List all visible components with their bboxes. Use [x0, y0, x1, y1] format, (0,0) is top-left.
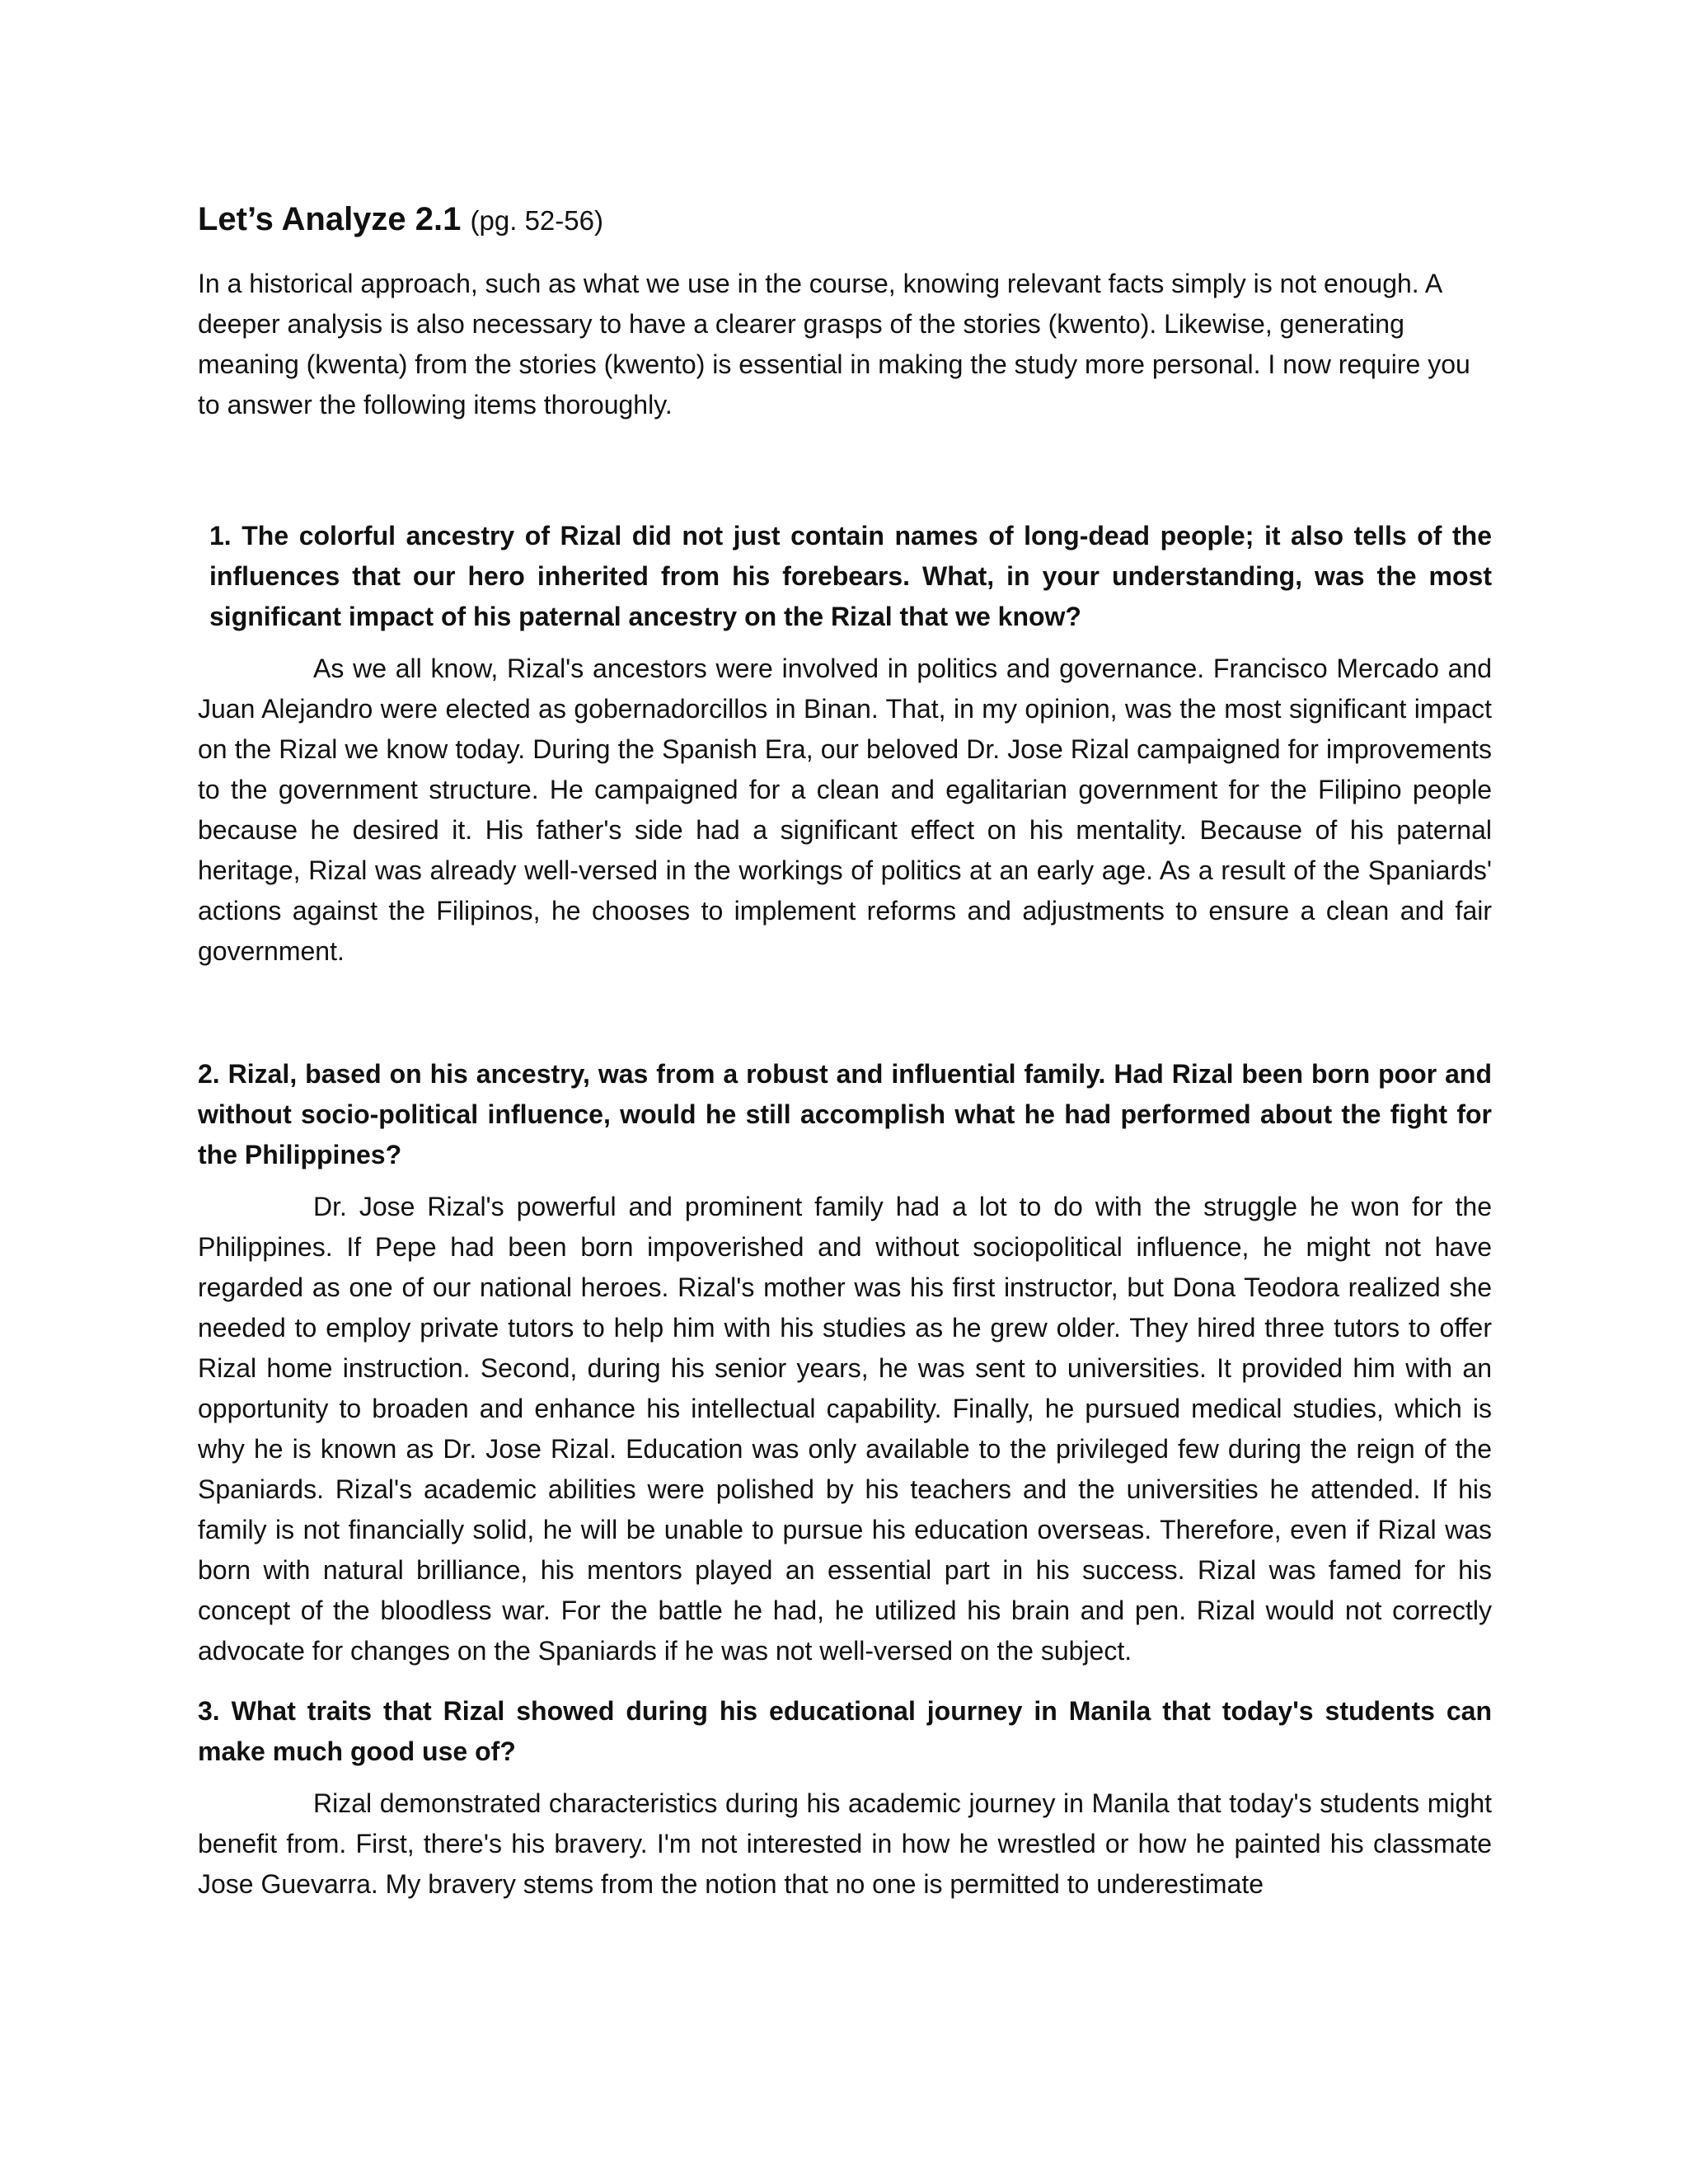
spacer	[198, 1671, 1492, 1691]
title-main: Let’s Analyze 2.1	[198, 201, 462, 237]
spacer	[198, 425, 1492, 516]
document-page	[198, 198, 1492, 1905]
question-2: 2. Rizal, based on his ancestry, was from a robust and influential family. Had Rizal been born poor and without socio-political influence, would he still accomplish what he had performed about the fight for the Philippines?	[198, 1059, 1492, 1169]
answer-3: Rizal demonstrated characteristics during his academic journey in Manila that today's students might benefit from. First, there's his bravery. I'm not interested in how he wrestled or how he painted his classmate Jose Guevarra. My bravery stems from the notion that no one is permitted to underestimate	[198, 1788, 1492, 1899]
page-title	[198, 198, 1492, 241]
spacer	[198, 972, 1492, 1054]
answer-2: Dr. Jose Rizal's powerful and prominent family had a lot to do with the struggle he won for the Philippines. If Pepe had been born impoverished and without sociopolitical influence, he might not have regarded as one of our national heroes. Rizal's mother was his first instructor, but Dona Teodora realized she needed to employ private tutors to help him with his studies as he grew older. They hired three tutors to offer Rizal home instruction. Second, during his senior years, he was sent to universities. It provided him with an opportunity to broaden and enhance his intellectual capability. Finally, he pursued medical studies, which is why he is known as Dr. Jose Rizal. Education was only available to the privileged few during the reign of the Spaniards. Rizal's academic abilities were polished by his teachers and the universities he attended. If his family is not financially solid, he will be unable to pursue his education overseas. Therefore, even if Rizal was born with natural brilliance, his mentors played an essential part in his success. Rizal was famed for his concept of the bloodless war. For the battle he had, he utilized his brain and pen. Rizal would not correctly advocate for changes on the Spaniards if he was not well-versed on the subject.	[198, 1192, 1492, 1666]
question-1: 1. The colorful ancestry of Rizal did not just contain names of long-dead people; it also tells of the influences that our hero inherited from his forebears. What, in your understanding, was the most significant impact of his paternal ancestry on the Rizal that we know?	[209, 521, 1492, 631]
intro-paragraph: In a historical approach, such as what we use in the course, knowing relevant facts simply is not enough. A deeper analysis is also necessary to have a clearer grasps of the stories (kwento). Likewise, generating meaning (kwenta) from the stories (kwento) is essential in making the study more personal. I now require you to answer the following items thoroughly.	[198, 269, 1470, 419]
answer-1: As we all know, Rizal's ancestors were involved in politics and governance. Francisco Mercado and Juan Alejandro were elected as gobernadorcillos in Binan. That, in my opinion, was the most significant impact on the Rizal we know today. During the Spanish Era, our beloved Dr. Jose Rizal campaigned for improvements to the government structure. He campaigned for a clean and egalitarian government for the Filipino people because he desired it. His father's side had a significant effect on his mentality. Because of his paternal heritage, Rizal was already well-versed in the workings of politics at an early age. As a result of the Spaniards' actions against the Filipinos, he chooses to implement reforms and adjustments to ensure a clean and fair government.	[198, 654, 1492, 966]
title-page-range: (pg. 52-56)	[470, 205, 603, 236]
question-3: 3. What traits that Rizal showed during his educational journey in Manila that today's students can make much good use of?	[198, 1696, 1492, 1766]
